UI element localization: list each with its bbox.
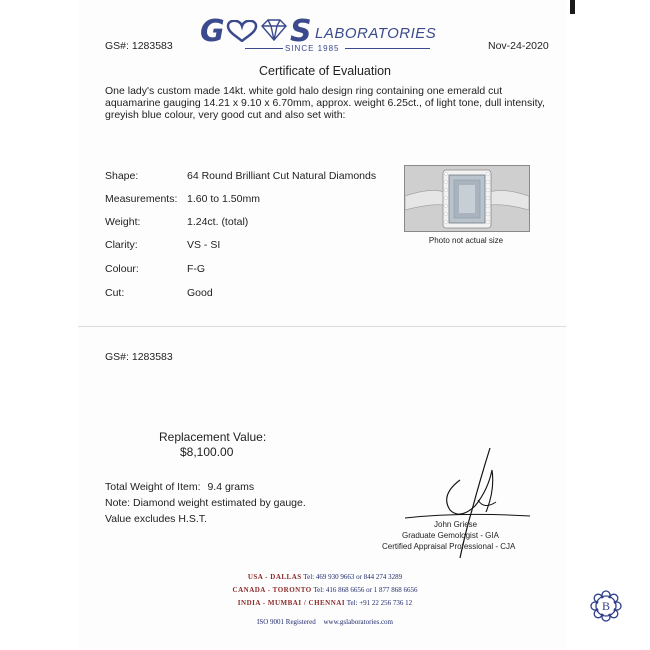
photo-caption: Photo not actual size: [428, 236, 504, 245]
spec-label: Colour:: [105, 263, 139, 275]
certificate-title: Certificate of Evaluation: [258, 64, 391, 78]
footer-city: INDIA - MUMBAI / CHENNAI: [237, 599, 346, 607]
gs-label: GS#:: [105, 40, 129, 52]
spec-value: 64 Round Brilliant Cut Natural Diamonds: [187, 170, 377, 182]
footer-tel: Tel: +91 22 256 736 12: [346, 599, 413, 607]
replacement-value-label: Replacement Value:: [159, 430, 267, 444]
footer-canada: [0, 586, 650, 594]
total-weight-label: Total Weight of Item:: [105, 481, 201, 493]
footer-usa: [0, 573, 650, 581]
gs-label: GS#:: [105, 351, 129, 363]
gs-value: 1283583: [131, 351, 173, 363]
spec-label: Shape:: [105, 170, 139, 182]
gs-number-bottom: [105, 351, 173, 363]
total-weight-value: 9.4 grams: [207, 481, 255, 493]
footer-city: USA - DALLAS: [247, 573, 302, 581]
diamond-logo-icon: [260, 18, 288, 42]
item-description: One lady's custom made 14kt. white gold halo design ring containing one emerald cut aquamarine gauging 14.21 x 9.10 x 6.70mm, approx. weight 6.25ct., of light tone, dull intensity, greyish blue colour, very good cut and also set with:: [105, 85, 545, 121]
spec-label: Weight:: [105, 216, 141, 228]
logo-since: SINCE 1985: [285, 44, 340, 53]
gs-laboratories-logo: [200, 14, 440, 60]
logo-rule-right: [345, 48, 430, 49]
replacement-value: $8,100.00: [180, 445, 234, 459]
footer-iso: [0, 618, 650, 626]
spec-label: Clarity:: [105, 239, 138, 251]
gs-value: 1283583: [131, 40, 173, 52]
footer-tel: Tel: 469 930 9663 or 844 274 3289: [303, 573, 403, 581]
spec-value: VS - SI: [187, 239, 221, 251]
signer-title-cja: Certified Appraisal Professional - CJA: [382, 542, 516, 551]
signature-block: [382, 440, 540, 560]
spec-value: Good: [187, 287, 213, 299]
fold-line: [78, 326, 566, 327]
certificate-date: Nov-24-2020: [488, 40, 549, 52]
footer-tel: Tel: 416 868 6656 or 1 877 868 6656: [313, 586, 418, 594]
footer-city: CANADA - TORONTO: [232, 586, 312, 594]
weight-note: Note: Diamond weight estimated by gauge.: [105, 497, 306, 509]
spec-value: F-G: [187, 263, 206, 275]
heart-logo-icon: [226, 20, 258, 42]
ring-image: [405, 166, 529, 231]
logo-laboratories: LABORATORIES: [315, 25, 437, 42]
spec-label: Cut:: [105, 287, 125, 299]
gs-number-top: [105, 40, 173, 52]
logo-s: S: [290, 14, 313, 49]
signer-title-gia: Graduate Gemologist - GIA: [402, 531, 499, 540]
spec-value: 1.60 to 1.50mm: [187, 193, 260, 205]
tax-note: Value excludes H.S.T.: [105, 513, 207, 525]
spec-label: Measurements:: [105, 193, 178, 205]
edge-mark: [570, 0, 575, 14]
website-link: www.gslaboratories.com: [323, 618, 393, 626]
logo-rule-left: [245, 48, 283, 49]
badge-letter: B: [601, 599, 611, 613]
signer-name: John Griese: [434, 520, 478, 529]
ring-photo: [404, 165, 530, 232]
total-weight: [105, 481, 254, 493]
brand-badge-icon: [588, 588, 624, 624]
logo-g: G: [200, 14, 226, 49]
iso-text: ISO 9001 Registered: [257, 618, 316, 626]
footer-india: [0, 599, 650, 607]
spec-value: 1.24ct. (total): [187, 216, 249, 228]
